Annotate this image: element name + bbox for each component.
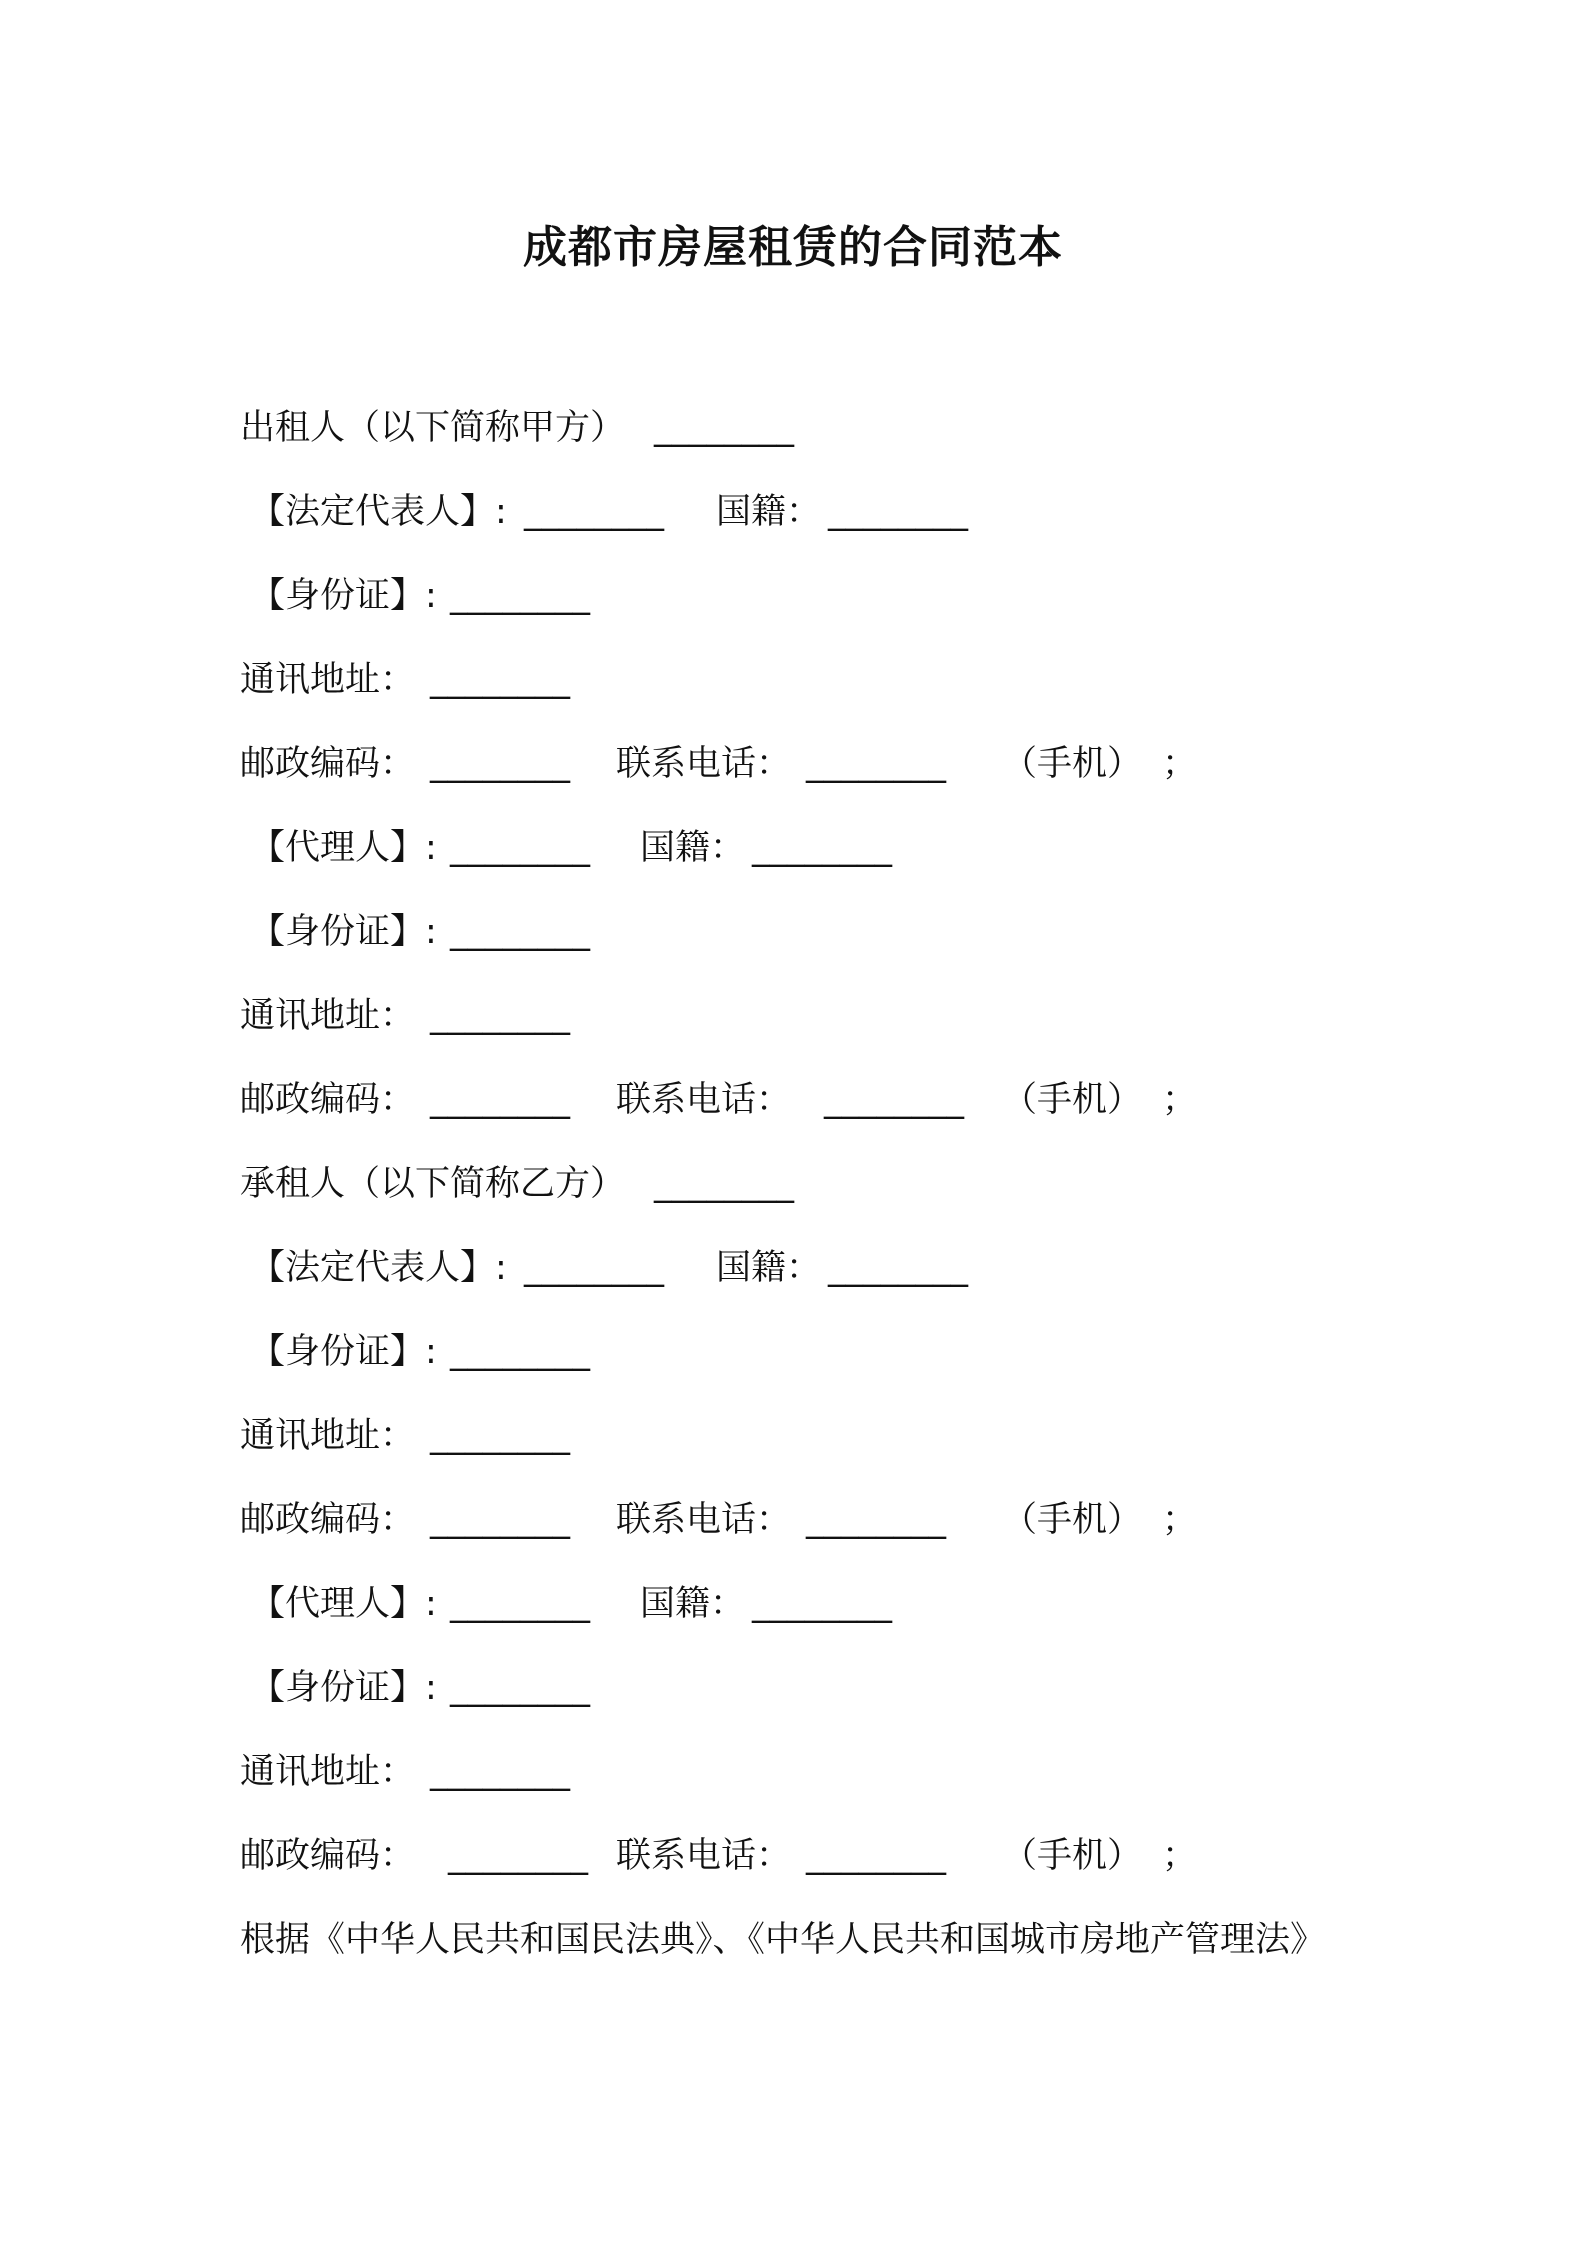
phone-blank: ________: [806, 1836, 946, 1876]
nationality-label: 国籍：: [716, 492, 822, 532]
semicolon: ；: [1162, 1836, 1198, 1876]
lessee-agent-id-line: [240, 1660, 1440, 1716]
id-card-label: 【身份证】:: [250, 1668, 437, 1708]
mobile-label: （手机）: [1002, 1836, 1143, 1876]
lessee-name-blank: ________: [654, 1164, 794, 1204]
phone-label: 联系电话：: [616, 1080, 792, 1120]
address-blank: ________: [430, 660, 570, 700]
mobile-label: （手机）: [1002, 744, 1143, 784]
id-card-label: 【身份证】:: [250, 576, 437, 616]
legal-basis-line: [240, 1912, 1440, 1968]
id-card-blank: ________: [450, 912, 590, 952]
id-card-label: 【身份证】:: [250, 912, 437, 952]
postal-code-label: 邮政编码：: [240, 1500, 416, 1540]
postal-code-blank: ________: [448, 1836, 588, 1876]
lessor-agent-contact-line: [240, 1072, 1440, 1128]
address-blank: ________: [430, 996, 570, 1036]
address-label: 通讯地址：: [240, 1752, 416, 1792]
agent-label: 【代理人】:: [250, 828, 437, 868]
lessor-contact-line: [240, 736, 1440, 792]
nationality-blank: ________: [752, 828, 892, 868]
lessor-address-line: [240, 652, 1440, 708]
legal-rep-label: 【法定代表人】:: [250, 492, 507, 532]
lessor-heading-line: [240, 400, 1440, 456]
lessee-agent-line: [240, 1576, 1440, 1632]
phone-blank: ________: [824, 1080, 964, 1120]
nationality-blank: ________: [828, 492, 968, 532]
semicolon: ；: [1162, 1080, 1198, 1120]
lessee-contact-line: [240, 1492, 1440, 1548]
mobile-label: （手机）: [1002, 1500, 1143, 1540]
lessee-agent-address-line: [240, 1744, 1440, 1800]
semicolon: ；: [1162, 1500, 1198, 1540]
address-label: 通讯地址：: [240, 660, 416, 700]
postal-code-blank: ________: [430, 1080, 570, 1120]
postal-code-label: 邮政编码：: [240, 1080, 416, 1120]
lessee-address-line: [240, 1408, 1440, 1464]
phone-label: 联系电话：: [616, 744, 792, 784]
legal-rep-label: 【法定代表人】:: [250, 1248, 507, 1288]
legal-basis-text: 根据《中华人民共和国民法典》、《中华人民共和国城市房地产管理法》: [240, 1920, 1326, 1960]
phone-blank: ________: [806, 744, 946, 784]
nationality-blank: ________: [752, 1584, 892, 1624]
postal-code-blank: ________: [430, 1500, 570, 1540]
id-card-blank: ________: [450, 576, 590, 616]
nationality-label: 国籍：: [716, 1248, 822, 1288]
lessee-heading: 承租人（以下简称乙方）: [240, 1164, 626, 1204]
lessor-heading: 出租人（以下简称甲方）: [240, 408, 626, 448]
lessee-id-line: [240, 1324, 1440, 1380]
id-card-blank: ________: [450, 1332, 590, 1372]
semicolon: ；: [1162, 744, 1198, 784]
nationality-blank: ________: [828, 1248, 968, 1288]
lessor-legal-rep-line: [240, 484, 1440, 540]
lessor-id-line: [240, 568, 1440, 624]
lessee-heading-line: [240, 1156, 1440, 1212]
nationality-label: 国籍：: [640, 828, 746, 868]
phone-label: 联系电话：: [616, 1836, 792, 1876]
document-title: 成都市房屋租赁的合同范本: [523, 222, 1063, 273]
postal-code-label: 邮政编码：: [240, 1836, 416, 1876]
address-label: 通讯地址：: [240, 996, 416, 1036]
address-blank: ________: [430, 1416, 570, 1456]
postal-code-label: 邮政编码：: [240, 744, 416, 784]
lessor-agent-line: [240, 820, 1440, 876]
lessor-name-blank: ________: [654, 408, 794, 448]
lessor-agent-id-line: [240, 904, 1440, 960]
phone-label: 联系电话：: [616, 1500, 792, 1540]
legal-rep-blank: ________: [524, 1248, 664, 1288]
agent-blank: ________: [450, 828, 590, 868]
postal-code-blank: ________: [430, 744, 570, 784]
lessor-agent-address-line: [240, 988, 1440, 1044]
address-label: 通讯地址：: [240, 1416, 416, 1456]
id-card-label: 【身份证】:: [250, 1332, 437, 1372]
legal-rep-blank: ________: [524, 492, 664, 532]
mobile-label: （手机）: [1002, 1080, 1143, 1120]
nationality-label: 国籍：: [640, 1584, 746, 1624]
lessee-agent-contact-line: [240, 1828, 1440, 1884]
agent-blank: ________: [450, 1584, 590, 1624]
id-card-blank: ________: [450, 1668, 590, 1708]
agent-label: 【代理人】:: [250, 1584, 437, 1624]
phone-blank: ________: [806, 1500, 946, 1540]
lessee-legal-rep-line: [240, 1240, 1440, 1296]
address-blank: ________: [430, 1752, 570, 1792]
